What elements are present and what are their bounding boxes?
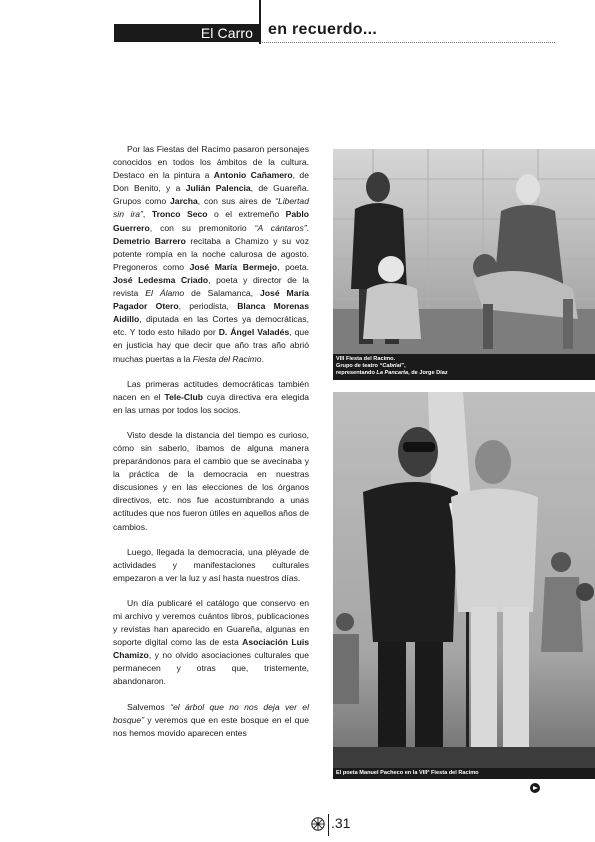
text-run: o el extremeño: [207, 209, 286, 220]
bold-name: Antonio Cañamero: [213, 170, 293, 181]
article-paragraph: [113, 701, 309, 740]
text-run: representando: [336, 369, 377, 376]
article-body: [113, 143, 309, 752]
text-run: de Salamanca,: [184, 288, 261, 299]
italic-title: “A cántaros”: [254, 222, 307, 233]
bold-name: Tele-Club: [164, 391, 203, 402]
article-paragraph: [113, 378, 309, 417]
text-run: .: [261, 353, 264, 364]
article-paragraph: [113, 143, 309, 366]
text-run: recitaba a Chamizo y su voz potente rompía en la noche calurosa de agosto. Pregoneros como: [113, 235, 309, 272]
photo-poet-manuel-pacheco: [333, 392, 595, 768]
italic-title: “Cabrial”: [379, 362, 405, 369]
text-run: , periodista,: [178, 301, 238, 312]
text-run: , que en justicia hay que decir que año tras año abrió muchas puertas a la: [113, 327, 309, 364]
text-run: , con su premonitorio: [149, 222, 255, 233]
text-run: VIII Fiesta del Racimo.: [336, 356, 396, 362]
text-run: Por las Fiestas del Racimo pasaron personajes conocidos en todos los ámbitos de la cultura. Destaco en la pintura a: [113, 144, 309, 181]
text-run: , diputada en las Cortes ya democráticas, etc. Y todo esto hilado por: [113, 314, 309, 338]
arrow-right-circle-icon: [530, 783, 540, 793]
bold-name: José María Pagador Otero: [113, 288, 310, 312]
bold-name: Pablo Guerrero: [113, 209, 310, 233]
text-run: , con sus aires de: [197, 196, 276, 207]
bold-name: Asociación Luis Chamizo: [113, 637, 310, 661]
text-run: , de Don Benito, y a: [113, 170, 309, 194]
text-run: Grupo de teatro: [336, 362, 380, 369]
text-run: Un día publicaré el catálogo que conservo en mi archivo y veremos cuántos libros, publicaciones y revistas han aparecido en Guareña, algunas en soporte digital como las de esta: [113, 597, 309, 648]
bold-name: Tronco Seco: [151, 209, 208, 220]
text-run: Visto desde la distancia del tiempo es curioso, cómo sin saberlo, íbamos de alguna manera preparándonos para el cambio que se avecinaba y la práctica de la democracia en nuestras discusiones y en las elecciones de los órganos directivos, etc. nos fue acostumbrando a unas actitudes que nos fueron útiles en aquellos años de cambios.: [113, 429, 309, 532]
text-run: , poeta y director de la revista: [113, 274, 310, 299]
page-title: en recuerdo...: [268, 21, 378, 38]
bold-name: José Ledesma Criado: [113, 274, 209, 285]
bold-name: D. Ángel Valadés: [218, 327, 290, 338]
text-run: ,: [142, 209, 152, 220]
text-run: , y no olvido asociaciones culturales que permanecen y otras que, tristemente, abandonaron.: [113, 650, 309, 687]
bold-name: Blanca Morenas Aidillo: [113, 301, 309, 325]
header-dotted-rule: [262, 42, 555, 43]
text-run: , de Guareña. Grupos como: [113, 183, 309, 207]
section-label: El Carro: [200, 25, 253, 41]
page-number: .31: [331, 815, 351, 831]
text-run: ,: [404, 362, 406, 369]
text-run: Las primeras actitudes democráticas también nacen en el: [113, 378, 309, 402]
italic-title: El Álamo: [145, 288, 185, 299]
wheel-logo-icon: [311, 817, 325, 831]
article-paragraph: [113, 546, 309, 585]
italic-title: “Libertad sin ira”: [113, 196, 309, 220]
footer-divider: [328, 814, 329, 836]
section-label-box: [114, 24, 259, 42]
bold-name: Julián Palencia: [185, 183, 251, 194]
text-run: y veremos que en este bosque en el que nos hemos movido aparecen entes: [113, 714, 309, 738]
photo-caption-poet: El poeta Manuel Pacheco en la VIIIª Fiesta del Racimo: [333, 768, 595, 779]
bold-name: Demetrio Barrero: [113, 235, 186, 246]
article-paragraph: [113, 597, 309, 689]
text-run: .: [306, 222, 309, 233]
header-divider: [259, 0, 261, 44]
bold-name: José María Bermejo: [189, 261, 278, 272]
text-run: , poeta.: [277, 261, 310, 272]
photo-theatre-group: [333, 149, 595, 354]
text-run: , de Jorge Díaz: [408, 369, 448, 376]
text-run: Luego, llegada la democracia, una pléyade de actividades y manifestaciones culturales empezaron a ver la luz y así hasta nuestros días.: [113, 546, 309, 583]
italic-title: Fiesta del Racimo: [192, 353, 262, 364]
bold-name: Jarcha: [170, 196, 198, 207]
photo-caption-theatre: [333, 354, 595, 380]
text-run: Salvemos: [127, 701, 171, 712]
article-paragraph: [113, 429, 309, 534]
text-run: cuya directiva era elegida en las urnas por todos los socios.: [113, 391, 310, 415]
italic-title: “el árbol que no nos deja ver el bosque”: [113, 701, 309, 725]
italic-title: La Pancarta: [376, 369, 409, 376]
